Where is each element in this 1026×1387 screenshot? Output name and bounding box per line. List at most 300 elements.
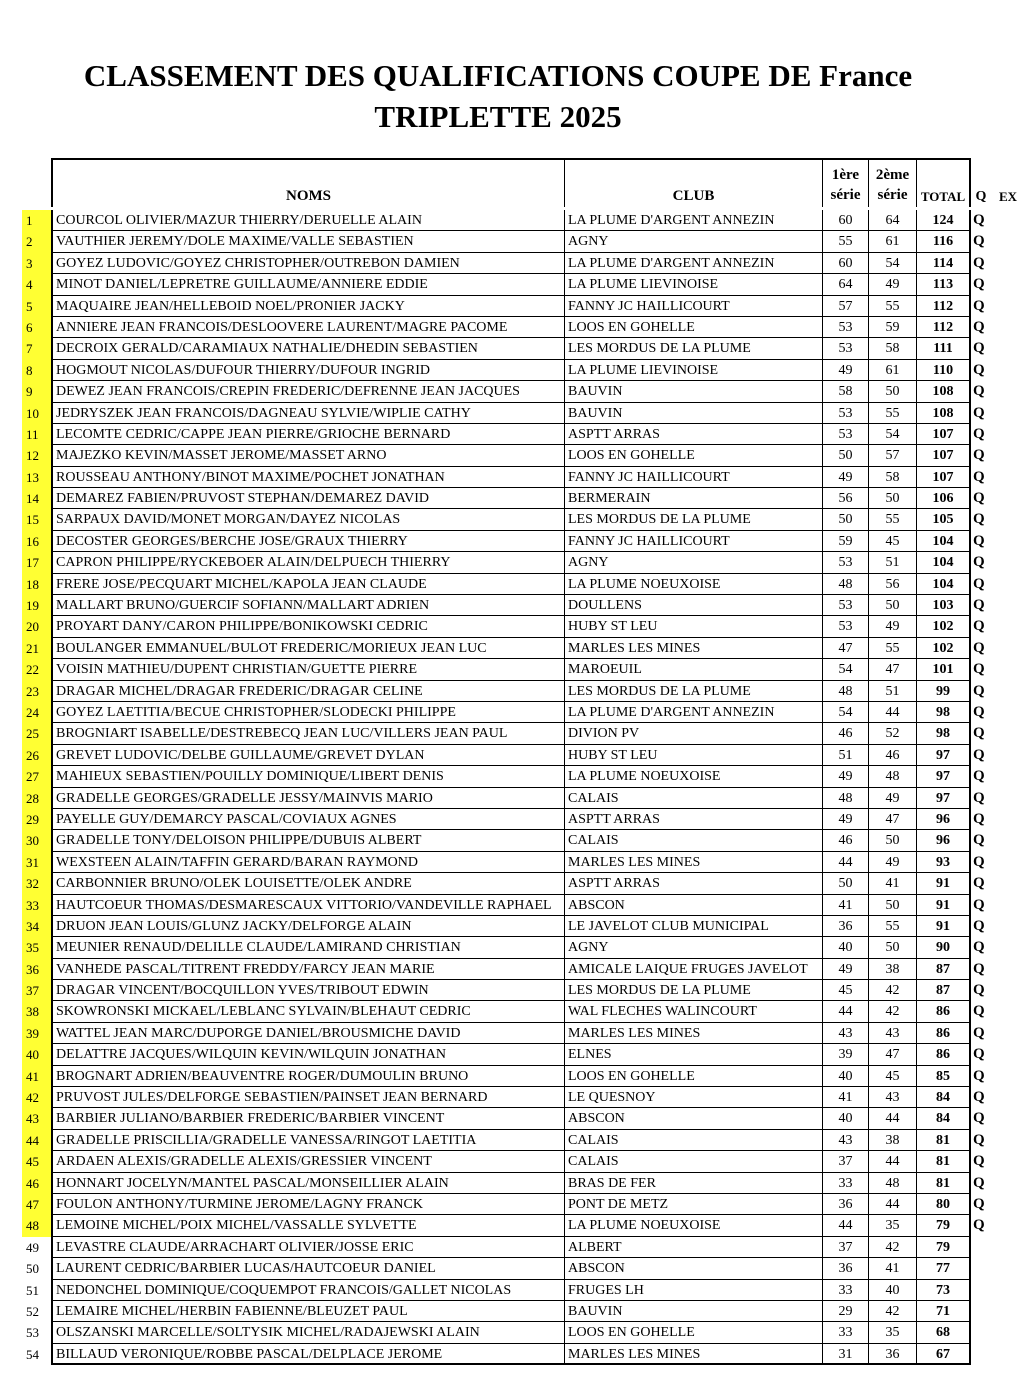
- qualified-mark: Q: [973, 212, 985, 228]
- total-score-cell: 81: [917, 1173, 971, 1194]
- qualified-mark: Q: [973, 1024, 985, 1041]
- rank-cell: 15: [22, 509, 51, 530]
- header-club-label: CLUB: [672, 188, 715, 204]
- serie2-score-cell: 58: [869, 467, 917, 488]
- rank-cell: 38: [22, 1001, 51, 1022]
- club-cell: AGNY: [565, 231, 823, 252]
- serie2-score-cell: 51: [869, 681, 917, 702]
- team-names-cell: PRUVOST JULES/DELFORGE SEBASTIEN/PAINSET JEAN BERNARD: [51, 1087, 565, 1108]
- club-cell: BRAS DE FER: [565, 1173, 823, 1194]
- qualified-mark: [973, 1258, 989, 1279]
- club-cell: DIVION PV: [565, 723, 823, 744]
- rank-cell: 9: [22, 381, 51, 402]
- serie1-score-cell: 39: [823, 1044, 869, 1065]
- team-names-cell: GRADELLE GEORGES/GRADELLE JESSY/MAINVIS MARIO: [51, 788, 565, 809]
- total-score-cell: 98: [917, 702, 971, 723]
- qualified-mark: Q: [973, 1089, 985, 1106]
- total-score-cell: 101: [917, 659, 971, 680]
- team-names-cell: DECOSTER GEORGES/BERCHE JOSE/GRAUX THIERRY: [51, 531, 565, 552]
- serie2-score-cell: 42: [869, 1001, 917, 1022]
- serie1-score-cell: 51: [823, 745, 869, 766]
- serie1-score-cell: 49: [823, 959, 869, 980]
- club-cell: HUBY ST LEU: [565, 616, 823, 637]
- qualified-mark: Q: [973, 233, 985, 250]
- qualified-mark: Q: [973, 1046, 985, 1063]
- serie2-score-cell: 55: [869, 403, 917, 424]
- header-serie2-label: [869, 165, 916, 205]
- serie2-score-cell: 50: [869, 595, 917, 616]
- club-cell: ASPTT ARRAS: [565, 424, 823, 445]
- club-cell: ABSCON: [565, 1108, 823, 1129]
- serie1-score-cell: 57: [823, 296, 869, 317]
- team-names-cell: DECROIX GERALD/CARAMIAUX NATHALIE/DHEDIN SEBASTIEN: [51, 338, 565, 359]
- total-score-cell: 77: [917, 1258, 971, 1279]
- serie2-score-cell: 44: [869, 702, 917, 723]
- total-score-cell: 107: [917, 445, 971, 466]
- serie1-score-cell: 48: [823, 574, 869, 595]
- serie1-score-cell: 49: [823, 467, 869, 488]
- total-score-cell: 90: [917, 937, 971, 958]
- serie1-score-cell: 29: [823, 1301, 869, 1322]
- qualified-mark: Q: [973, 575, 985, 592]
- team-names-cell: DRAGAR MICHEL/DRAGAR FREDERIC/DRAGAR CELINE: [51, 681, 565, 702]
- qualified-mark: Q: [973, 703, 985, 720]
- qualified-mark: Q: [973, 468, 985, 485]
- team-names-cell: FRERE JOSE/PECQUART MICHEL/KAPOLA JEAN CLAUDE: [51, 574, 565, 595]
- serie2-score-cell: 36: [869, 1344, 917, 1365]
- serie1-score-cell: 44: [823, 852, 869, 873]
- serie2-score-cell: 49: [869, 852, 917, 873]
- rank-cell: 54: [26, 1346, 39, 1362]
- serie2-score-cell: 41: [869, 873, 917, 894]
- team-names-cell: BROGNIART ISABELLE/DESTREBECQ JEAN LUC/VILLERS JEAN PAUL: [51, 723, 565, 744]
- serie1-score-cell: 37: [823, 1237, 869, 1258]
- serie2-score-cell: 50: [869, 381, 917, 402]
- total-score-cell: 80: [917, 1194, 971, 1215]
- club-cell: CALAIS: [565, 830, 823, 851]
- team-names-cell: BILLAUD VERONIQUE/ROBBE PASCAL/DELPLACE JEROME: [51, 1344, 565, 1365]
- serie1-score-cell: 53: [823, 595, 869, 616]
- rank-cell: 22: [22, 659, 51, 680]
- rank-cell: 29: [22, 809, 51, 830]
- qualified-mark: Q: [973, 383, 985, 400]
- serie1-score-cell: 53: [823, 424, 869, 445]
- team-names-cell: GRADELLE PRISCILLIA/GRADELLE VANESSA/RINGOT LAETITIA: [51, 1130, 565, 1151]
- total-score-cell: 103: [917, 595, 971, 616]
- header-serie1-line1: 1ère: [831, 167, 860, 183]
- serie2-score-cell: 50: [869, 937, 917, 958]
- rank-cell: 43: [22, 1108, 51, 1129]
- club-cell: LE JAVELOT CLUB MUNICIPAL: [565, 916, 823, 937]
- rank-cell: 25: [22, 723, 51, 744]
- team-names-cell: GOYEZ LUDOVIC/GOYEZ CHRISTOPHER/OUTREBON DAMIEN: [51, 253, 565, 274]
- club-cell: AGNY: [565, 937, 823, 958]
- qualified-mark: Q: [973, 939, 985, 956]
- qualified-mark: Q: [973, 618, 985, 635]
- rank-cell: 32: [22, 873, 51, 894]
- serie1-score-cell: 36: [823, 1194, 869, 1215]
- total-score-cell: 91: [917, 916, 971, 937]
- team-names-cell: DRAGAR VINCENT/BOCQUILLON YVES/TRIBOUT EDWIN: [51, 980, 565, 1001]
- rank-cell: 53: [26, 1325, 39, 1341]
- total-score-cell: 71: [917, 1301, 971, 1322]
- header-q: [973, 158, 989, 207]
- total-score-cell: 107: [917, 424, 971, 445]
- rank-cell: 46: [22, 1173, 51, 1194]
- header-serie2-line2: série: [877, 187, 908, 203]
- serie2-score-cell: 61: [869, 360, 917, 381]
- qualified-mark: Q: [973, 276, 985, 293]
- rank-cell: 13: [22, 467, 51, 488]
- club-cell: AGNY: [565, 552, 823, 573]
- serie2-score-cell: 48: [869, 1173, 917, 1194]
- rank-cell: 2: [22, 231, 51, 252]
- club-cell: LES MORDUS DE LA PLUME: [565, 980, 823, 1001]
- serie1-score-cell: 43: [823, 1023, 869, 1044]
- total-score-cell: 97: [917, 788, 971, 809]
- serie1-score-cell: 50: [823, 445, 869, 466]
- serie2-score-cell: 51: [869, 552, 917, 573]
- qualified-mark: Q: [973, 789, 985, 806]
- qualified-mark: Q: [973, 404, 985, 421]
- serie2-score-cell: 45: [869, 531, 917, 552]
- header-serie1-label: [823, 165, 868, 205]
- header-serie1: [823, 158, 869, 207]
- qualified-mark: Q: [973, 254, 985, 271]
- rank-cell: 34: [22, 916, 51, 937]
- qualified-mark: Q: [973, 1110, 985, 1127]
- team-names-cell: GRADELLE TONY/DELOISON PHILIPPE/DUBUIS ALBERT: [51, 830, 565, 851]
- serie2-score-cell: 44: [869, 1108, 917, 1129]
- rank-cell: 1: [22, 210, 51, 231]
- total-score-cell: 108: [917, 381, 971, 402]
- total-score-cell: 79: [917, 1215, 971, 1236]
- club-cell: MARLES LES MINES: [565, 1344, 823, 1365]
- team-names-cell: WATTEL JEAN MARC/DUPORGE DANIEL/BROUSMICHE DAVID: [51, 1023, 565, 1044]
- serie2-score-cell: 54: [869, 253, 917, 274]
- serie1-score-cell: 64: [823, 274, 869, 295]
- serie2-score-cell: 64: [869, 210, 917, 231]
- club-cell: LA PLUME NOEUXOISE: [565, 1215, 823, 1236]
- serie1-score-cell: 36: [823, 916, 869, 937]
- qualified-mark: Q: [973, 810, 985, 827]
- serie2-score-cell: 45: [869, 1066, 917, 1087]
- serie2-score-cell: 61: [869, 231, 917, 252]
- serie1-score-cell: 33: [823, 1322, 869, 1343]
- qualified-mark: Q: [973, 297, 985, 314]
- serie2-score-cell: 38: [869, 1130, 917, 1151]
- qualified-mark: [973, 1301, 989, 1322]
- rank-cell: 45: [22, 1151, 51, 1172]
- team-names-cell: MAHIEUX SEBASTIEN/POUILLY DOMINIQUE/LIBERT DENIS: [51, 766, 565, 787]
- qualified-mark: [973, 1344, 989, 1365]
- serie2-score-cell: 44: [869, 1151, 917, 1172]
- header-serie2-line1: 2ème: [875, 167, 910, 183]
- team-names-cell: GOYEZ LAETITIA/BECUE CHRISTOPHER/SLODECKI PHILIPPE: [51, 702, 565, 723]
- total-score-cell: 110: [917, 360, 971, 381]
- total-score-cell: 97: [917, 766, 971, 787]
- serie2-score-cell: 50: [869, 830, 917, 851]
- total-score-cell: 86: [917, 1023, 971, 1044]
- qualified-mark: Q: [973, 853, 985, 870]
- header-serie1-line2: série: [830, 187, 861, 203]
- serie1-score-cell: 53: [823, 616, 869, 637]
- serie2-score-cell: 55: [869, 638, 917, 659]
- qualified-mark: Q: [973, 1153, 985, 1170]
- serie2-score-cell: 35: [869, 1215, 917, 1236]
- club-cell: ELNES: [565, 1044, 823, 1065]
- serie2-score-cell: 55: [869, 509, 917, 530]
- qualified-mark: Q: [973, 597, 985, 614]
- serie2-score-cell: 42: [869, 1237, 917, 1258]
- rank-cell: 40: [22, 1044, 51, 1065]
- serie2-score-cell: 59: [869, 317, 917, 338]
- club-cell: LA PLUME NOEUXOISE: [565, 766, 823, 787]
- serie2-score-cell: 43: [869, 1087, 917, 1108]
- qualified-mark: Q: [973, 917, 985, 934]
- team-names-cell: LAURENT CEDRIC/BARBIER LUCAS/HAUTCOEUR DANIEL: [51, 1258, 565, 1279]
- qualified-mark: Q: [973, 960, 985, 977]
- serie1-score-cell: 44: [823, 1215, 869, 1236]
- club-cell: MARLES LES MINES: [565, 852, 823, 873]
- serie2-score-cell: 47: [869, 659, 917, 680]
- serie2-score-cell: 44: [869, 1194, 917, 1215]
- team-names-cell: WEXSTEEN ALAIN/TAFFIN GERARD/BARAN RAYMOND: [51, 852, 565, 873]
- qualified-mark: Q: [973, 554, 985, 571]
- club-cell: LOOS EN GOHELLE: [565, 1066, 823, 1087]
- qualified-mark: Q: [973, 1131, 985, 1148]
- rank-cell: 39: [22, 1023, 51, 1044]
- qualified-mark: Q: [973, 639, 985, 656]
- serie1-score-cell: 55: [823, 231, 869, 252]
- total-score-cell: 124: [917, 210, 971, 231]
- rank-cell: 51: [26, 1282, 39, 1298]
- rank-cell: 26: [22, 745, 51, 766]
- club-cell: LES MORDUS DE LA PLUME: [565, 681, 823, 702]
- club-cell: ALBERT: [565, 1237, 823, 1258]
- total-score-cell: 104: [917, 574, 971, 595]
- serie1-score-cell: 48: [823, 681, 869, 702]
- total-score-cell: 91: [917, 873, 971, 894]
- header-noms: [51, 158, 565, 207]
- rank-cell: 49: [26, 1239, 39, 1255]
- serie2-score-cell: 50: [869, 488, 917, 509]
- serie2-score-cell: 42: [869, 1301, 917, 1322]
- serie2-score-cell: 40: [869, 1280, 917, 1301]
- club-cell: ABSCON: [565, 1258, 823, 1279]
- qualified-mark: Q: [973, 896, 985, 913]
- total-score-cell: 87: [917, 980, 971, 1001]
- total-score-cell: 93: [917, 852, 971, 873]
- rank-cell: 31: [22, 852, 51, 873]
- serie1-score-cell: 45: [823, 980, 869, 1001]
- club-cell: LA PLUME D'ARGENT ANNEZIN: [565, 210, 823, 231]
- club-cell: MAROEUIL: [565, 659, 823, 680]
- team-names-cell: MAQUAIRE JEAN/HELLEBOID NOEL/PRONIER JACKY: [51, 296, 565, 317]
- serie2-score-cell: 55: [869, 296, 917, 317]
- qualified-mark: Q: [973, 661, 985, 678]
- serie2-score-cell: 56: [869, 574, 917, 595]
- total-score-cell: 99: [917, 681, 971, 702]
- serie1-score-cell: 33: [823, 1173, 869, 1194]
- total-score-cell: 116: [917, 231, 971, 252]
- serie1-score-cell: 50: [823, 509, 869, 530]
- qualified-mark: Q: [973, 832, 985, 849]
- team-names-cell: GREVET LUDOVIC/DELBE GUILLAUME/GREVET DYLAN: [51, 745, 565, 766]
- qualified-mark: Q: [973, 1067, 985, 1084]
- rank-cell: 10: [22, 403, 51, 424]
- total-score-cell: 84: [917, 1108, 971, 1129]
- club-cell: WAL FLECHES WALINCOURT: [565, 1001, 823, 1022]
- team-names-cell: HAUTCOEUR THOMAS/DESMARESCAUX VITTORIO/VANDEVILLE RAPHAEL: [51, 895, 565, 916]
- total-score-cell: 114: [917, 253, 971, 274]
- team-names-cell: LECOMTE CEDRIC/CAPPE JEAN PIERRE/GRIOCHE BERNARD: [51, 424, 565, 445]
- team-names-cell: HONNART JOCELYN/MANTEL PASCAL/MONSEILLIER ALAIN: [51, 1173, 565, 1194]
- rank-cell: 27: [22, 766, 51, 787]
- rank-cell: 19: [22, 595, 51, 616]
- club-cell: LOOS EN GOHELLE: [565, 1322, 823, 1343]
- team-names-cell: BARBIER JULIANO/BARBIER FREDERIC/BARBIER VINCENT: [51, 1108, 565, 1129]
- rank-cell: 3: [22, 253, 51, 274]
- qualified-mark: Q: [973, 1195, 985, 1212]
- rank-cell: 36: [22, 959, 51, 980]
- club-cell: FANNY JC HAILLICOURT: [565, 467, 823, 488]
- serie2-score-cell: 54: [869, 424, 917, 445]
- club-cell: BAUVIN: [565, 403, 823, 424]
- serie2-score-cell: 55: [869, 916, 917, 937]
- club-cell: LES MORDUS DE LA PLUME: [565, 338, 823, 359]
- serie1-score-cell: 40: [823, 1108, 869, 1129]
- rank-cell: 6: [22, 317, 51, 338]
- team-names-cell: ROUSSEAU ANTHONY/BINOT MAXIME/POCHET JONATHAN: [51, 467, 565, 488]
- qualified-mark: [973, 1280, 989, 1301]
- qualified-mark: Q: [973, 361, 985, 378]
- rank-cell: 41: [22, 1066, 51, 1087]
- club-cell: FANNY JC HAILLICOURT: [565, 531, 823, 552]
- team-names-cell: BOULANGER EMMANUEL/BULOT FREDERIC/MORIEUX JEAN LUC: [51, 638, 565, 659]
- total-score-cell: 111: [917, 338, 971, 359]
- club-cell: BAUVIN: [565, 1301, 823, 1322]
- header-total: [917, 158, 971, 207]
- club-cell: ASPTT ARRAS: [565, 809, 823, 830]
- rank-cell: 33: [22, 895, 51, 916]
- club-cell: ASPTT ARRAS: [565, 873, 823, 894]
- team-names-cell: PAYELLE GUY/DEMARCY PASCAL/COVIAUX AGNES: [51, 809, 565, 830]
- rank-cell: 37: [22, 980, 51, 1001]
- team-names-cell: MAJEZKO KEVIN/MASSET JEROME/MASSET ARNO: [51, 445, 565, 466]
- qualified-mark: Q: [973, 1174, 985, 1191]
- total-score-cell: 112: [917, 317, 971, 338]
- team-names-cell: VANHEDE PASCAL/TITRENT FREDDY/FARCY JEAN MARIE: [51, 959, 565, 980]
- total-score-cell: 107: [917, 467, 971, 488]
- qualified-mark: [973, 1237, 989, 1258]
- team-names-cell: ANNIERE JEAN FRANCOIS/DESLOOVERE LAURENT/MAGRE PACOME: [51, 317, 565, 338]
- serie1-score-cell: 53: [823, 403, 869, 424]
- rank-cell: 21: [22, 638, 51, 659]
- rank-cell: 18: [22, 574, 51, 595]
- header-total-label: TOTAL: [920, 189, 966, 204]
- club-cell: BERMERAIN: [565, 488, 823, 509]
- rank-cell: 8: [22, 360, 51, 381]
- team-names-cell: VOISIN MATHIEU/DUPENT CHRISTIAN/GUETTE PIERRE: [51, 659, 565, 680]
- rank-cell: 35: [22, 937, 51, 958]
- total-score-cell: 104: [917, 531, 971, 552]
- total-score-cell: 68: [917, 1322, 971, 1343]
- team-names-cell: DELATTRE JACQUES/WILQUIN KEVIN/WILQUIN JONATHAN: [51, 1044, 565, 1065]
- team-names-cell: HOGMOUT NICOLAS/DUFOUR THIERRY/DUFOUR INGRID: [51, 360, 565, 381]
- total-score-cell: 96: [917, 809, 971, 830]
- rank-cell: 12: [22, 445, 51, 466]
- rank-cell: 7: [22, 338, 51, 359]
- header-q-label: Q: [975, 189, 987, 204]
- qualified-mark: Q: [973, 1003, 985, 1020]
- rank-cell: 48: [22, 1215, 51, 1236]
- team-names-cell: BROGNART ADRIEN/BEAUVENTRE ROGER/DUMOULIN BRUNO: [51, 1066, 565, 1087]
- team-names-cell: FOULON ANTHONY/TURMINE JEROME/LAGNY FRANCK: [51, 1194, 565, 1215]
- qualified-mark: Q: [973, 340, 985, 357]
- serie1-score-cell: 46: [823, 830, 869, 851]
- rank-cell: 44: [22, 1130, 51, 1151]
- rank-cell: 14: [22, 488, 51, 509]
- club-cell: BAUVIN: [565, 381, 823, 402]
- total-score-cell: 97: [917, 745, 971, 766]
- serie1-score-cell: 53: [823, 317, 869, 338]
- total-score-cell: 112: [917, 296, 971, 317]
- rank-cell: 24: [22, 702, 51, 723]
- serie1-score-cell: 56: [823, 488, 869, 509]
- total-score-cell: 79: [917, 1237, 971, 1258]
- team-names-cell: ARDAEN ALEXIS/GRADELLE ALEXIS/GRESSIER VINCENT: [51, 1151, 565, 1172]
- total-score-cell: 86: [917, 1001, 971, 1022]
- total-score-cell: 67: [917, 1344, 971, 1365]
- club-cell: LA PLUME NOEUXOISE: [565, 574, 823, 595]
- serie2-score-cell: 38: [869, 959, 917, 980]
- serie1-score-cell: 40: [823, 937, 869, 958]
- rank-cell: 52: [26, 1303, 39, 1319]
- team-names-cell: COURCOL OLIVIER/MAZUR THIERRY/DERUELLE ALAIN: [51, 210, 565, 231]
- qualified-mark: Q: [973, 875, 985, 892]
- qualified-mark: Q: [973, 725, 985, 742]
- team-names-cell: NEDONCHEL DOMINIQUE/COQUEMPOT FRANCOIS/GALLET NICOLAS: [51, 1280, 565, 1301]
- total-score-cell: 73: [917, 1280, 971, 1301]
- club-cell: ABSCON: [565, 895, 823, 916]
- serie1-score-cell: 50: [823, 873, 869, 894]
- club-cell: FANNY JC HAILLICOURT: [565, 296, 823, 317]
- serie1-score-cell: 58: [823, 381, 869, 402]
- rank-cell: 23: [22, 681, 51, 702]
- club-cell: CALAIS: [565, 1130, 823, 1151]
- rank-cell: 50: [26, 1261, 39, 1277]
- qualified-mark: Q: [973, 447, 985, 464]
- qualified-mark: Q: [973, 511, 985, 528]
- qualified-mark: Q: [973, 982, 985, 999]
- serie1-score-cell: 46: [823, 723, 869, 744]
- team-names-cell: OLSZANSKI MARCELLE/SOLTYSIK MICHEL/RADAJEWSKI ALAIN: [51, 1322, 565, 1343]
- serie1-score-cell: 40: [823, 1066, 869, 1087]
- header-ex: [996, 158, 1020, 207]
- team-names-cell: JEDRYSZEK JEAN FRANCOIS/DAGNEAU SYLVIE/WIPLIE CATHY: [51, 403, 565, 424]
- serie1-score-cell: 31: [823, 1344, 869, 1365]
- serie1-score-cell: 44: [823, 1001, 869, 1022]
- team-names-cell: DEMAREZ FABIEN/PRUVOST STEPHAN/DEMAREZ DAVID: [51, 488, 565, 509]
- serie1-score-cell: 60: [823, 210, 869, 231]
- serie2-score-cell: 57: [869, 445, 917, 466]
- serie2-score-cell: 49: [869, 616, 917, 637]
- team-names-cell: CAPRON PHILIPPE/RYCKEBOER ALAIN/DELPUECH THIERRY: [51, 552, 565, 573]
- serie2-score-cell: 47: [869, 809, 917, 830]
- team-names-cell: MEUNIER RENAUD/DELILLE CLAUDE/LAMIRAND CHRISTIAN: [51, 937, 565, 958]
- total-score-cell: 108: [917, 403, 971, 424]
